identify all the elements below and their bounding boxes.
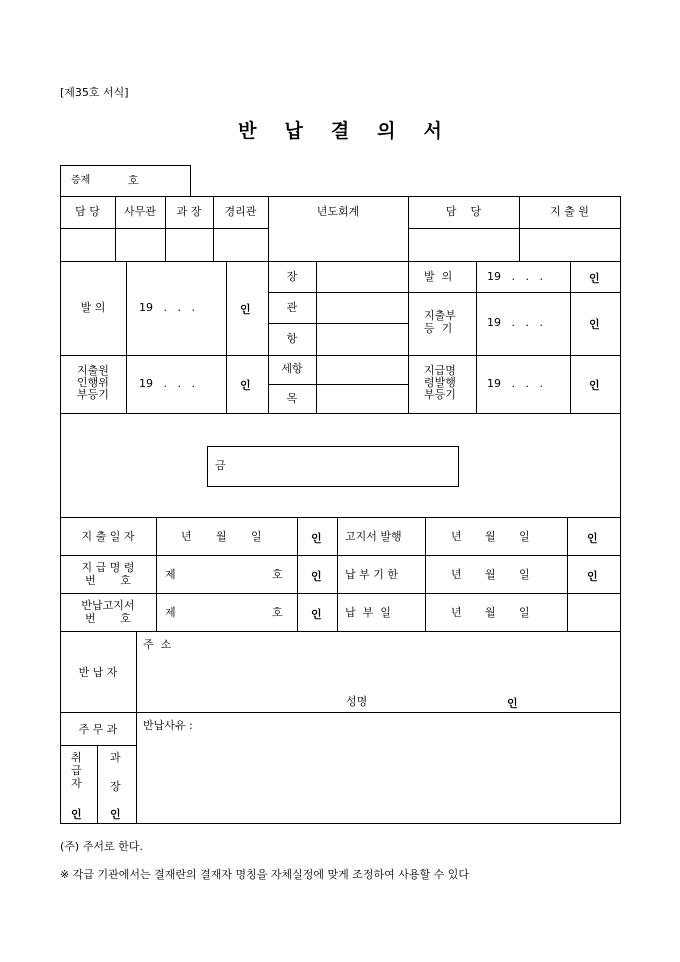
proposal-right-label: 발 의 [424, 270, 453, 283]
payer-registry-line2: 인행위 [77, 376, 109, 389]
proposal-seal: 인 [240, 303, 251, 316]
notice-issue-month: 월 [485, 530, 496, 543]
proposal-label: 발 의 [80, 301, 106, 314]
payment-registry-line2: 령발행 [424, 376, 456, 389]
note-1: (주) 주서로 한다. [60, 840, 143, 853]
pay-date-day: 일 [519, 606, 530, 619]
expend-date-label: 지 출 일 자 [81, 530, 135, 543]
payer-registry-line1: 지출원 [77, 364, 109, 377]
budget-mok: 목 [286, 392, 298, 405]
pay-deadline-seal: 인 [587, 570, 598, 583]
expend-date-year: 년 [181, 530, 192, 543]
pay-order-no-line2: 번 호 [85, 574, 131, 587]
pay-date-year: 년 [451, 606, 462, 619]
handler-char3: 자 [71, 777, 82, 790]
expenditure-ledger-line1: 지출부 [424, 309, 456, 322]
pay-order-ho: 호 [272, 568, 283, 581]
handler-seal: 인 [71, 808, 82, 821]
expenditure-ledger-line2: 등 기 [424, 322, 453, 335]
pay-deadline-label: 납 부 기 한 [345, 568, 398, 581]
notice-issue-label: 고지서 발행 [345, 530, 402, 543]
chief-seal: 인 [110, 808, 121, 821]
returner-seal: 인 [507, 697, 518, 710]
fiscal-year-label: 년도회계 [316, 205, 360, 218]
proposal-right-date: 19 . . . [487, 270, 543, 283]
doc-number-label: 증제 [71, 175, 91, 186]
pay-deadline-day: 일 [519, 568, 530, 581]
pay-order-no-line1: 지 급 명 령 [81, 561, 135, 574]
notice-no-line1: 반납고지서 [81, 599, 135, 612]
pay-order-seal: 인 [311, 570, 322, 583]
name-label: 성명 [346, 695, 368, 708]
amount-box[interactable] [207, 446, 459, 487]
budget-hang: 항 [286, 332, 298, 345]
notice-issue-year: 년 [451, 530, 462, 543]
payer-registry-seal: 인 [240, 379, 251, 392]
payer-registry-line3: 부등기 [77, 388, 109, 401]
expenditure-ledger-seal: 인 [589, 318, 600, 331]
returner-label: 반 납 자 [78, 666, 118, 679]
budget-jang: 장 [286, 270, 298, 283]
approval-section-chief: 과 장 [176, 205, 202, 218]
notice-issue-day: 일 [519, 530, 530, 543]
chief-char2: 장 [110, 780, 121, 793]
expend-date-day: 일 [251, 530, 262, 543]
pay-deadline-month: 월 [485, 568, 496, 581]
amount-label: 금 [215, 459, 226, 472]
pay-order-je: 제 [165, 568, 176, 581]
payment-registry-seal: 인 [589, 379, 600, 392]
pay-date-label: 납 부 일 [345, 606, 391, 619]
handler-char1: 취 [71, 751, 82, 764]
note-2: ※ 각급 기관에서는 결재란의 결재자 명칭을 자체실정에 맞게 조정하여 사용할 수 있다 [60, 868, 469, 881]
chief-char1: 과 [110, 751, 121, 764]
budget-gwan: 관 [286, 301, 298, 314]
proposal-right-seal: 인 [589, 272, 600, 285]
address-label: 주 소 [143, 638, 172, 651]
notice-no-seal: 인 [311, 608, 322, 621]
budget-sehang: 세항 [281, 362, 303, 375]
notice-no-ho: 호 [272, 606, 283, 619]
expenditure-ledger-date: 19 . . . [487, 316, 543, 329]
doc-number-suffix: 호 [128, 174, 139, 187]
reason-label: 반납사유 : [143, 719, 193, 732]
dept-label: 주 무 과 [78, 723, 118, 736]
payment-registry-date: 19 . . . [487, 377, 543, 390]
payer-registry-date: 19 . . . [139, 377, 195, 390]
approval-right-staff: 담 당 [445, 205, 482, 218]
approval-disburser: 지 출 원 [550, 205, 589, 218]
approval-accounting-officer: 경리관 [224, 205, 257, 218]
pay-deadline-year: 년 [451, 568, 462, 581]
form-number: [제35호 서식] [60, 86, 129, 99]
approval-staff: 담 당 [75, 205, 100, 218]
handler-char2: 급 [71, 764, 82, 777]
notice-no-je: 제 [165, 606, 176, 619]
payment-registry-line3: 부등기 [424, 388, 456, 401]
page-title: 반납결의서 [238, 120, 470, 142]
notice-no-line2: 번 호 [85, 612, 131, 625]
pay-date-month: 월 [485, 606, 496, 619]
expend-date-seal: 인 [311, 532, 322, 545]
payment-registry-line1: 지급명 [424, 364, 456, 377]
notice-issue-seal: 인 [587, 532, 598, 545]
proposal-date: 19 . . . [139, 301, 195, 314]
approval-officer: 사무관 [124, 205, 156, 218]
expend-date-month: 월 [216, 530, 227, 543]
